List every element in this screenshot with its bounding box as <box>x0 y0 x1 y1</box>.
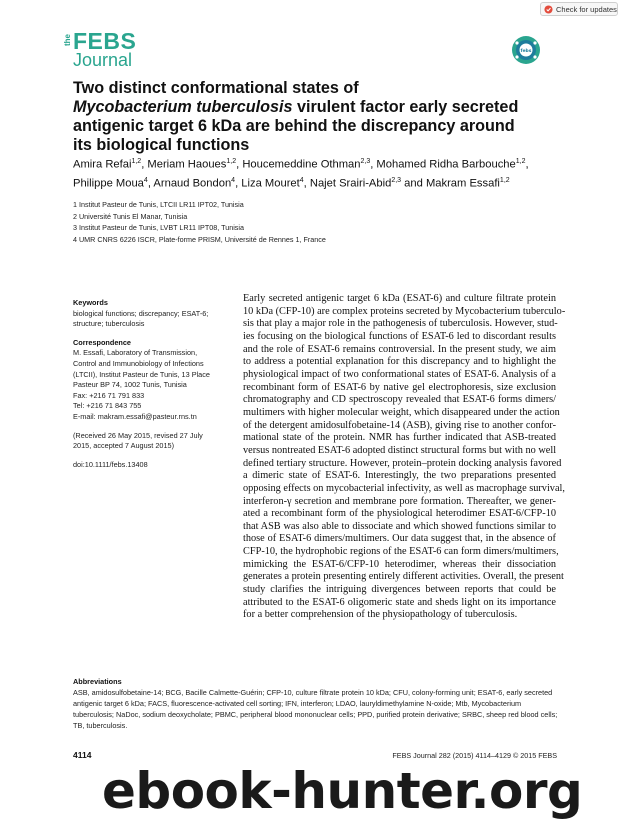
check-for-updates-label: Check for updates <box>556 4 617 14</box>
abstract-line: of the detergent amidosulfobetaine-14 (ASB), giving rise to another confor- <box>243 419 556 431</box>
correspondence-line: Pasteur BP 74, 1002 Tunis, Tunisia <box>73 380 187 390</box>
abstract-line: chromatography and CD spectroscopy revealed that ESAT-6 forms dimers/ <box>243 394 556 406</box>
abstract-line: physiological impact of two conformational states of ESAT-6. Analysis of a <box>243 368 556 380</box>
sidebar-metadata <box>73 298 228 470</box>
abstract-line: a dimeric state of ESAT-6. Interestingly, the two preparations presented <box>243 470 556 482</box>
abstract-line: versus nontreated ESAT-6 adopted distinct structural forms but with no well <box>243 444 557 456</box>
abstract-line: recombinant form of ESAT-6 by native gel electrophoresis, size exclusion <box>243 381 556 393</box>
abstract-line: generates a protein presenting entirely different activities. Overall, the present <box>243 571 564 583</box>
watermark-text: ebook-hunter.org <box>102 762 583 820</box>
abstract-line: CFP-10, the hydrophobic regions of the ESAT-6 can form dimers/multimers, <box>243 546 559 558</box>
abstract-line: opposing effects on mycobacterial infectivity, as well as macrophage survival, <box>243 482 565 494</box>
abstract-line: that ASB was also able to dissociate and which showed functions similar to <box>243 520 556 532</box>
received-line: 2015, accepted 7 August 2015) <box>73 441 175 451</box>
abstract-line: 10 kDa (CFP-10) are complex proteins secreted by Mycobacterium tuberculo- <box>243 305 566 317</box>
abstract-line: Early secreted antigenic target 6 kDa (ESAT-6) and culture filtrate protein <box>243 293 556 304</box>
correspondence-line: Fax: +216 71 791 833 <box>73 390 145 400</box>
email-link[interactable]: E-mail: makram.essafi@pasteur.rns.tn <box>73 411 197 421</box>
author-list <box>73 154 563 191</box>
abstract-line: mimicking the ESAT-6/CFP-10 heterodimer, whereas their dissociation <box>243 558 556 570</box>
abstract-line: those of ESAT-6 dimers/multimers. Our data suggest that, in the absence of <box>243 533 556 545</box>
abstract-line: sis that play a major role in the pathogenesis of tuberculosis. However, stud- <box>243 318 558 330</box>
correspondence-heading: Correspondence <box>73 337 131 347</box>
correspondence-line: Control and Immunobiology of Infections <box>73 358 204 368</box>
correspondence-line: Tel: +216 71 843 755 <box>73 401 142 411</box>
doi-link[interactable]: doi:10.1111/febs.13408 <box>73 459 148 469</box>
received-line: (Received 26 May 2015, revised 27 July <box>73 430 203 440</box>
abbreviations <box>73 676 558 731</box>
abbreviations-text: ASB, amidosulfobetaine-14; BCG, Bacille Calmette-Guérin; CFP-10, culture filtrate protein 10 kDa; CFU, colony-forming unit; ESAT-6, early secreted antigenic target 6 kDa; FACS, fluorescence-activated cell sorting; IFN, interferon; LDAO, lauryldimethylamine N-oxide; Mtb, Mycobacterium tuberculosis; NaDoc, sodium deoxycholate; PBMC, peripheral blood mononuclear cells; PPD, purified protein derivative; SRBC, sheep red blood cells; TB, tuberculosis. <box>73 688 558 730</box>
page-number: 4114 <box>73 750 92 760</box>
crossmark-icon <box>544 5 553 14</box>
febs-emblem-icon <box>511 35 541 65</box>
check-for-updates-badge[interactable] <box>540 2 618 16</box>
abstract-line: to address a potential explanation for this discrepancy and to highlight the <box>243 356 556 368</box>
abstract-line: study clarifies the intriguing divergences between reports that could be <box>243 584 556 596</box>
affiliation: 1 Institut Pasteur de Tunis, LTCII LR11 IPT02, Tunisia <box>73 200 244 209</box>
affiliations <box>73 199 553 246</box>
affiliation: 4 UMR CNRS 6226 ISCR, Plate-forme PRISM, Université de Rennes 1, France <box>73 235 326 245</box>
abstract-line: and the role of ESAT-6 remains controversial. In the present study, we aim <box>243 343 556 355</box>
correspondence-line: M. Essafi, Laboratory of Transmission, <box>73 348 198 358</box>
journal-reference: FEBS Journal 282 (2015) 4114–4129 © 2015 FEBS <box>392 751 557 760</box>
svg-text:febs: febs <box>520 49 532 54</box>
abstract <box>243 293 566 622</box>
author-line: Amira Refai$^{1,2}$, Meriam Haoues$^{1,2}$, Houcemeddine Othman$^{2,3}$, Mohamed Ridha Barbouche$^{1,2}$, <box>73 158 529 171</box>
abstract-line: attributed to the ESAT-6 oligomeric state and sheds light on its importance <box>243 596 556 608</box>
abstract-line: for a better comprehension of the physiopathology of tuberculosis. <box>243 609 518 621</box>
abstract-line: multimers with higher molecular weight, which disappeared under the action <box>243 406 560 418</box>
abstract-line: defined tertiary structure. However, protein–protein docking analysis favored <box>243 457 562 469</box>
article-title: Two distinct conformational states of Mycobacterium tuberculosis virulent factor early secreted antigenic target 6 kDa are behind the discrepancy around its biological functions <box>73 79 519 154</box>
abstract-line: ated a recombinant form of the physiological heterodimer ESAT-6/CFP-10 <box>243 508 556 520</box>
abstract-line: ies focusing on the biological functions of ESAT-6 led to discordant results <box>243 330 556 342</box>
abstract-line: mational state of the protein. NMR has further indicated that ASB-treated <box>243 432 556 444</box>
keywords-heading: Keywords <box>73 298 108 307</box>
abstract-line: interferon-γ secretion and membrane pore formation. Thereafter, we gener- <box>243 495 556 507</box>
febs-journal-logo: the FEBS Journal <box>63 28 137 70</box>
abbreviations-heading: Abbreviations <box>73 677 122 686</box>
affiliation: 3 Institut Pasteur de Tunis, LVBT LR11 IPT08, Tunisia <box>73 223 244 233</box>
affiliation: 2 Université Tunis El Manar, Tunisia <box>73 211 188 221</box>
keywords-text: biological functions; discrepancy; ESAT-6; structure; tuberculosis <box>73 308 209 329</box>
correspondence-line: (LTCII), Institut Pasteur de Tunis, 13 Place <box>73 369 210 379</box>
author-line: Philippe Moua$^4$, Arnaud Bondon$^4$, Liza Mouret$^4$, Najet Srairi-Abid$^{2,3}$ and Makram Essafi$^{1,2}$ <box>73 176 510 190</box>
